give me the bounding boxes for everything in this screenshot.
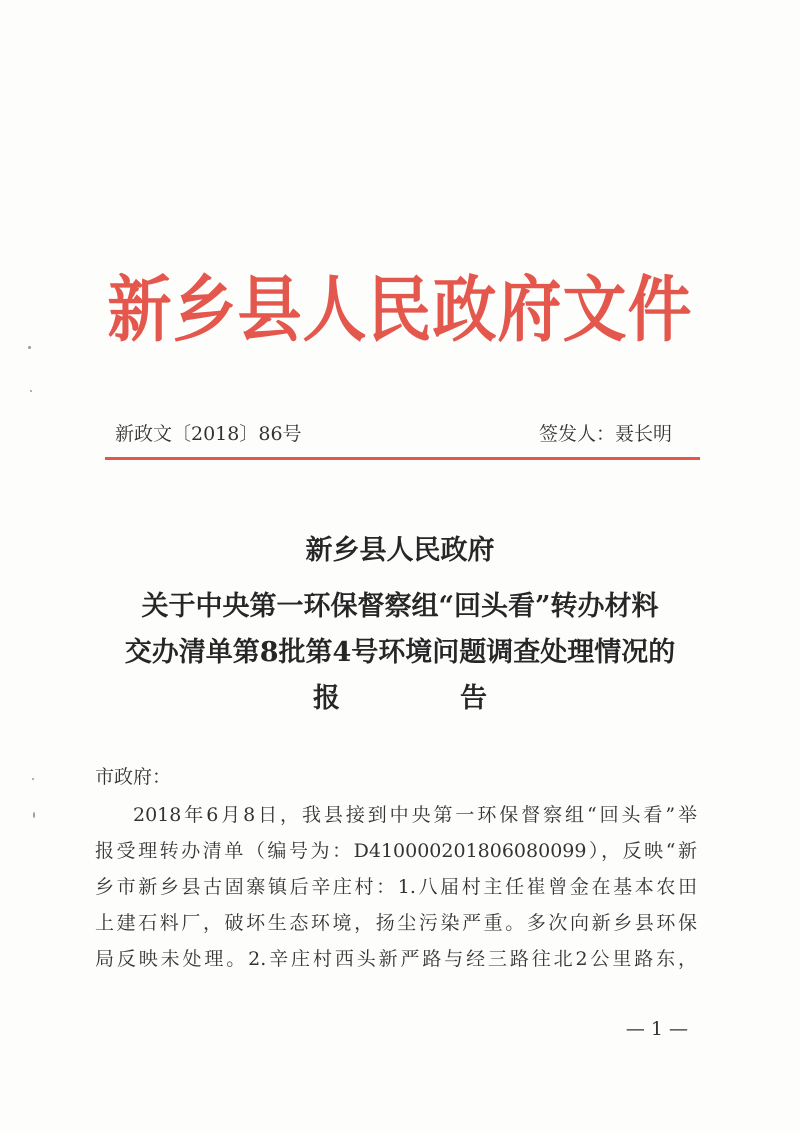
body-line: 局反映未处理。2.辛庄村西头新严路与经三路往北2公里路东， <box>95 948 697 970</box>
scan-speck <box>30 390 32 392</box>
title-char-bao: 报 <box>313 683 340 714</box>
red-separator-line <box>105 457 700 460</box>
issuer-line: 签发人：聂长明 <box>538 423 672 445</box>
body-text <box>95 797 697 977</box>
scan-speck <box>28 346 31 349</box>
body-line: 乡市新乡县古固寨镇后辛庄村：1.八届村主任崔曾金在基本农田 <box>95 876 697 898</box>
document-banner: 新乡县人民政府文件 <box>107 268 693 353</box>
scan-speck <box>32 778 34 780</box>
salutation: 市政府： <box>95 766 172 788</box>
title-line-3: 交办清单第8批第4号环境问题调查处理情况的 <box>124 637 676 668</box>
title-line-4 <box>90 676 710 715</box>
body-line: 2018年6月8日，我县接到中央第一环保督察组“回头看”举 <box>133 804 697 826</box>
body-line: 上建石料厂，破坏生态环境，扬尘污染严重。多次向新乡县环保 <box>95 912 697 934</box>
scan-speck <box>33 812 35 818</box>
title-char-gao: 告 <box>460 683 487 714</box>
body-line: 报受理转办清单（编号为：D410000201806080099），反映“新 <box>95 840 697 862</box>
page-number: — 1 — <box>625 1018 688 1040</box>
title-line-1: 新乡县人民政府 <box>305 535 495 566</box>
title-line-2: 关于中央第一环保督察组“回头看”转办材料 <box>141 591 659 622</box>
document-number: 新政文〔2018〕86号 <box>115 423 302 445</box>
